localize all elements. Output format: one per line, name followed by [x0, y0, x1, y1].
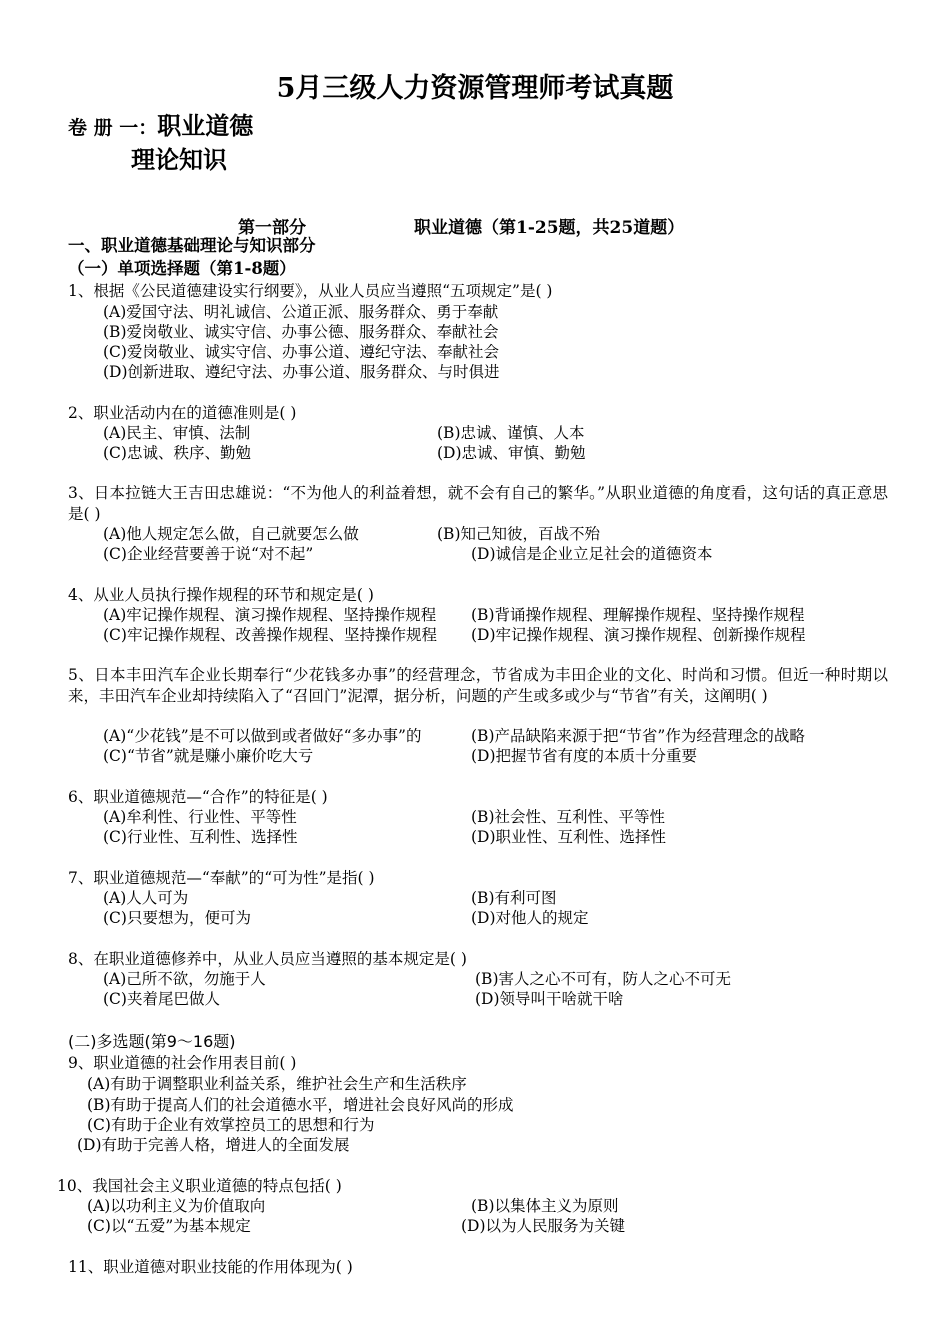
question-5-option-d: (D)把握节省有度的本质十分重要 — [471, 747, 698, 765]
question-2-option-b: (B)忠诚、谨慎、人本 — [437, 424, 585, 442]
question-1-option-d: (D)创新进取、遵纪守法、办事公道、服务群众、与时俱进 — [103, 363, 500, 381]
volume-subtitle: 理论知识 — [131, 145, 227, 174]
question-1-option-c: (C)爱岗敬业、诚实守信、办事公道、遵纪守法、奉献社会 — [103, 343, 499, 361]
volume-name: 职业道德 — [157, 111, 254, 140]
question-10-option-d: (D)以为人民服务为关键 — [461, 1217, 626, 1235]
question-7-option-d: (D)对他人的规定 — [471, 909, 589, 927]
section-heading: 一、职业道德基础理论与知识部分 — [68, 236, 316, 255]
question-8-option-c: (C)夹着尾巴做人 — [103, 990, 220, 1008]
question-9-option-c: (C)有助于企业有效掌控员工的思想和行为 — [87, 1116, 375, 1134]
question-8-option-b: (B)害人之心不可有，防人之心不可无 — [475, 970, 731, 988]
question-11-stem: 11、职业道德对职业技能的作用体现为( ) — [68, 1258, 353, 1276]
question-9-option-a: (A)有助于调整职业利益关系，维护社会生产和生活秩序 — [87, 1075, 467, 1093]
question-2-option-a: (A)民主、审慎、法制 — [103, 424, 251, 442]
question-7-stem: 7、职业道德规范—“奉献”的“可为性”是指( ) — [68, 869, 375, 887]
question-7-option-b: (B)有利可图 — [471, 889, 557, 907]
question-1-option-a: (A)爱国守法、明礼诚信、公道正派、服务群众、勇于奉献 — [103, 303, 499, 321]
question-8-stem: 8、在职业道德修养中，从业人员应当遵照的基本规定是( ) — [68, 950, 467, 968]
part-label: 第一部分 — [238, 218, 306, 238]
question-8-option-a: (A)己所不欲，勿施于人 — [103, 970, 266, 988]
question-9-option-d: (D)有助于完善人格，增进人的全面发展 — [77, 1136, 350, 1154]
question-1-stem: 1、根据《公民道德建设实行纲要》，从业人员应当遵照“五项规定”是( ) — [68, 282, 553, 300]
question-6-option-a: (A)牟利性、行业性、平等性 — [103, 808, 297, 826]
question-6-option-c: (C)行业性、互利性、选择性 — [103, 828, 298, 846]
question-4-option-b: (B)背诵操作规程、理解操作规程、坚持操作规程 — [471, 606, 805, 624]
question-4-option-d: (D)牢记操作规程、演习操作规程、创新操作规程 — [471, 626, 806, 644]
question-3-option-b: (B)知己知彼，百战不殆 — [437, 525, 600, 543]
question-5-option-b: (B)产品缺陷来源于把“节省”作为经营理念的战略 — [471, 727, 805, 745]
question-2-option-d: (D)忠诚、审慎、勤勉 — [437, 444, 586, 462]
page-title: 5月三级人力资源管理师考试真题 — [276, 73, 674, 104]
question-10-option-b: (B)以集体主义为原则 — [471, 1197, 619, 1215]
question-10-stem: 10、我国社会主义职业道德的特点包括( ) — [57, 1177, 342, 1195]
question-4-option-c: (C)牢记操作规程、改善操作规程、坚持操作规程 — [103, 626, 437, 644]
question-2-option-c: (C)忠诚、秩序、勤勉 — [103, 444, 251, 462]
question-4-option-a: (A)牢记操作规程、演习操作规程、坚持操作规程 — [103, 606, 437, 624]
question-5-option-a: (A)“少花钱”是不可以做到或者做好“多办事”的 — [103, 727, 422, 745]
question-9-option-b: (B)有助于提高人们的社会道德水平，增进社会良好风尚的形成 — [87, 1096, 514, 1114]
question-4-stem: 4、从业人员执行操作规程的环节和规定是( ) — [68, 586, 374, 604]
part-name: 职业道德（第1-25题，共25道题） — [414, 218, 685, 238]
question-3-stem: 3、日本拉链大王吉田忠雄说：“不为他人的利益着想，就不会有自己的繁华。”从职业道德的角度看，这句话的真正意思是( ) — [68, 484, 888, 523]
question-1-option-b: (B)爱岗敬业、诚实守信、办事公德、服务群众、奉献社会 — [103, 323, 499, 341]
question-3-option-d: (D)诚信是企业立足社会的道德资本 — [471, 545, 713, 563]
question-6-stem: 6、职业道德规范—“合作”的特征是( ) — [68, 788, 328, 806]
volume-label: 卷 册 一： — [68, 117, 158, 139]
question-3-option-a: (A)他人规定怎么做，自己就要怎么做 — [103, 525, 359, 543]
question-8-option-d: (D)领导叫干啥就干啥 — [475, 990, 624, 1008]
question-5-stem: 5、日本丰田汽车企业长期奉行“少花钱多办事”的经营理念，节省成为丰田企业的文化、时尚和习惯。但近一种时期以来，丰田汽车企业却持续陷入了“召回门”泥潭，据分析，问题的产生或多或少与“节省”有关，这阐明( ) — [68, 666, 888, 705]
question-6-option-b: (B)社会性、互利性、平等性 — [471, 808, 665, 826]
subsection-heading-single: （一）单项选择题（第1-8题） — [68, 259, 296, 278]
question-2-stem: 2、职业活动内在的道德准则是( ) — [68, 404, 297, 422]
question-7-option-c: (C)只要想为，便可为 — [103, 909, 251, 927]
question-10-option-a: (A)以功利主义为价值取向 — [87, 1197, 266, 1215]
question-6-option-d: (D)职业性、互利性、选择性 — [471, 828, 667, 846]
question-9-stem: 9、职业道德的社会作用表目前( ) — [68, 1054, 297, 1072]
question-10-option-c: (C)以“五爱”为基本规定 — [87, 1217, 251, 1235]
volume-heading — [68, 106, 253, 141]
subsection-heading-multi: (二)多选题(第9～16题) — [68, 1032, 236, 1051]
question-3-option-c: (C)企业经营要善于说“对不起” — [103, 545, 314, 563]
question-7-option-a: (A)人人可为 — [103, 889, 189, 907]
question-5-option-c: (C)“节省”就是赚小廉价吃大亏 — [103, 747, 314, 765]
